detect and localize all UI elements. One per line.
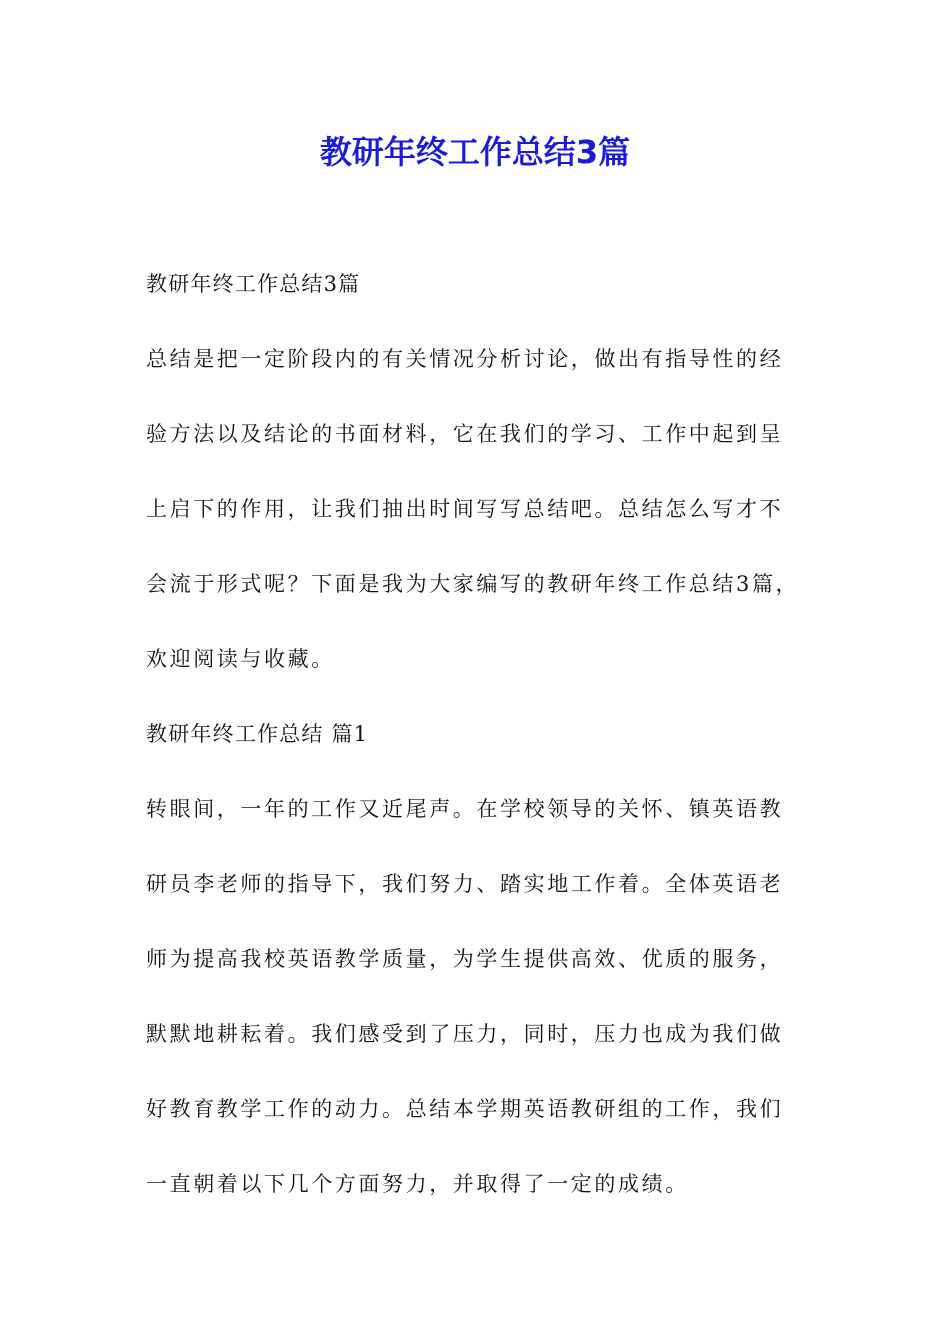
paragraph-line: 师为提高我校英语教学质量，为学生提供高效、优质的服务， <box>146 947 784 971</box>
paragraph-line: 总结是把一定阶段内的有关情况分析讨论，做出有指导性的经 <box>146 347 784 371</box>
paragraph-line: 欢迎阅读与收藏。 <box>146 647 335 671</box>
section-heading: 教研年终工作总结 篇1 <box>146 722 369 746</box>
document-title: 教研年终工作总结3篇 <box>319 133 631 171</box>
paragraph-line: 上启下的作用，让我们抽出时间写写总结吧。总结怎么写才不 <box>146 497 784 521</box>
paragraph-line: 验方法以及结论的书面材料，它在我们的学习、工作中起到呈 <box>146 422 784 446</box>
paragraph-line: 默默地耕耘着。我们感受到了压力，同时，压力也成为我们做 <box>146 1022 784 1046</box>
paragraph-line: 一直朝着以下几个方面努力，并取得了一定的成绩。 <box>146 1172 689 1196</box>
subtitle-line: 教研年终工作总结3篇 <box>146 272 361 296</box>
paragraph-line: 转眼间，一年的工作又近尾声。在学校领导的关怀、镇英语教 <box>146 797 784 821</box>
paragraph-line: 好教育教学工作的动力。总结本学期英语教研组的工作，我们 <box>146 1097 784 1121</box>
paragraph-line: 研员李老师的指导下，我们努力、踏实地工作着。全体英语老 <box>146 872 784 896</box>
paragraph-line: 会流于形式呢？下面是我为大家编写的教研年终工作总结3篇， <box>146 572 800 596</box>
